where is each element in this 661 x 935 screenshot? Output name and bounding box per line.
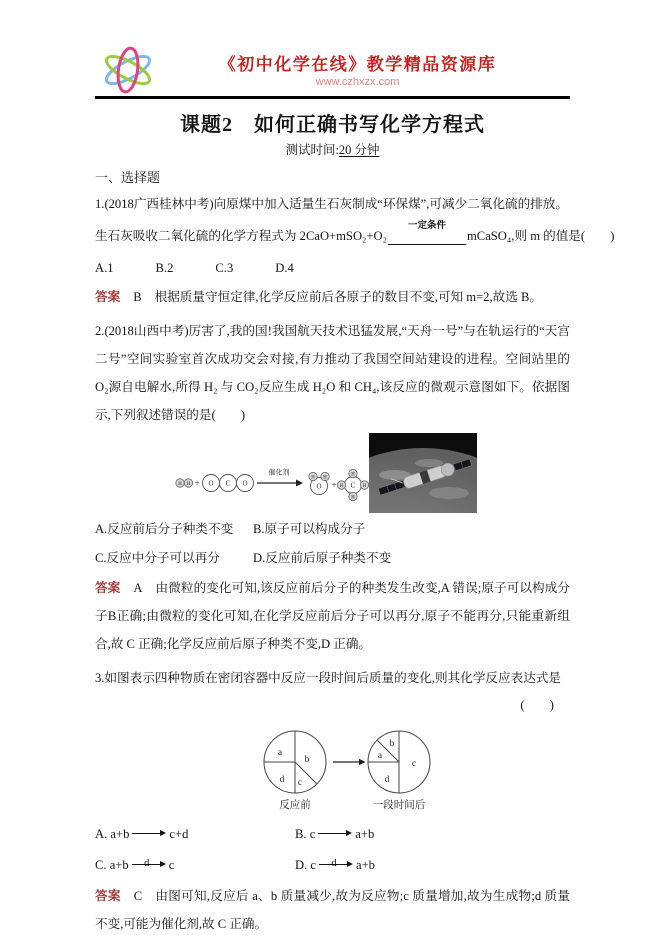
reaction-condition-arrow: [388, 223, 466, 245]
svg-text:O: O: [208, 479, 214, 488]
reaction-arrow-with-catalyst: [319, 855, 353, 871]
test-duration-label: 测试时间:: [285, 143, 339, 157]
catalyst-label: 催化剂: [268, 468, 290, 477]
question-1-equation-line: [95, 219, 615, 253]
svg-text:a: a: [377, 751, 383, 761]
svg-text:H: H: [351, 495, 355, 501]
equation-suffix: ,则 m 的值是( ): [511, 229, 615, 243]
option-d: D.反应前后原子种类不变: [253, 551, 392, 565]
pie-after-caption: 一段时间后: [372, 800, 426, 811]
pie-charts-diagram: [247, 724, 447, 812]
page-title: 课题2 如何正确书写化学方程式: [180, 114, 485, 136]
option-a: A.1: [95, 261, 114, 275]
svg-text:O: O: [242, 479, 248, 488]
svg-text:C: C: [350, 481, 356, 490]
answer-letter: C: [133, 889, 143, 903]
question-1-answer: [95, 283, 570, 311]
option-c: C. a+b d c: [95, 850, 295, 881]
option-d: D.4: [275, 261, 294, 275]
pie-before: [264, 731, 326, 793]
svg-text:d: d: [279, 775, 285, 785]
section-heading: 一、选择题: [95, 170, 161, 185]
svg-text:H: H: [323, 475, 327, 481]
catalyst-d-label: d: [331, 858, 337, 869]
question-3-answer: [95, 882, 570, 935]
catalyst-arrow: [257, 480, 303, 487]
question-2-options: [95, 515, 570, 573]
question-3-text: 3.如图表示四种物质在密闭容器中反应一段时间后质量的变化,则其化学反应表达式是: [95, 671, 561, 685]
pie-after: [368, 731, 430, 793]
letterhead-text: [165, 50, 570, 88]
option-c: C.反应中分子可以再分: [95, 551, 220, 565]
reaction-arrow-with-catalyst: [132, 855, 166, 871]
answer-label: 答案: [95, 290, 121, 304]
svg-text:a: a: [277, 748, 283, 758]
svg-text:H: H: [186, 481, 191, 487]
svg-text:H: H: [362, 483, 367, 489]
catalyst-d-label: d: [144, 858, 150, 869]
equation-rhs: mCaSO₄: [467, 229, 512, 243]
space-station-photo: [369, 433, 477, 513]
answer-letter: B: [133, 290, 142, 304]
site-title: 《初中化学在线》教学精品资源库: [218, 55, 497, 74]
equation-lhs: 2CaO+mSO₂+O₂: [299, 229, 388, 243]
svg-text:C: C: [225, 479, 231, 488]
svg-text:b: b: [389, 739, 395, 749]
option-d: D. c d a+b: [295, 850, 570, 881]
reaction-arrow: [318, 824, 352, 840]
molecular-diagram: [173, 453, 369, 509]
equation-prefix: 生石灰吸收二氧化硫的化学方程式为: [95, 229, 300, 243]
plus-sign: +: [194, 478, 200, 488]
time-arrow: [333, 759, 366, 765]
question-2-answer: [95, 574, 570, 658]
svg-text:b: b: [304, 755, 310, 765]
answer-explanation: 由微粒的变化可知,该反应前后分子的种类发生改变,A 错误;原子可以构成分子B正确;由微粒的变化可知,在化学反应前后分子可以再分,原子不能再分,只能重新组合,故 C 正确;化学反应前后原子种类不变,D 正确。: [95, 581, 570, 651]
option-a: A.反应前后分子种类不变: [95, 522, 234, 536]
plus-sign: +: [331, 480, 337, 490]
test-duration: [95, 140, 570, 158]
svg-text:O: O: [316, 482, 322, 491]
svg-text:H: H: [311, 475, 315, 481]
site-url: www.czhxzx.com: [315, 76, 400, 88]
svg-text:H: H: [351, 472, 355, 478]
test-duration-value: 20 分钟: [338, 143, 380, 157]
question-1-text: 1.(2018广西桂林中考)向原煤中加入适量生石灰制成“环保煤”,可减少二氧化硫的排放。: [95, 197, 568, 211]
option-b: B.2: [155, 261, 174, 275]
question-3-figure: [247, 724, 570, 817]
answer-explanation: 根据质量守恒定律,化学反应前后各原子的数目不变,可知 m=2,故选 B。: [154, 290, 542, 304]
question-2-figure: [173, 433, 570, 513]
svg-text:c: c: [411, 759, 417, 769]
svg-text:c: c: [297, 778, 303, 788]
option-c: C.3: [215, 261, 234, 275]
answer-label: 答案: [95, 581, 121, 595]
answer-explanation: 由图可知,反应后 a、b 质量减少,故为反应物;c 质量增加,故为生成物;d 质量不变,可能为催化剂,故 C 正确。: [95, 889, 571, 931]
site-header: [95, 43, 570, 95]
reaction-arrow: [132, 824, 166, 840]
header-rule: [95, 96, 570, 99]
condition-label: 一定条件: [408, 221, 447, 231]
option-b: B. c a+b: [295, 819, 570, 850]
question-3-bracket: ( ): [520, 698, 554, 712]
atom-logo-icon: [95, 43, 165, 95]
question-3-options: [95, 819, 570, 881]
svg-text:H: H: [339, 483, 344, 489]
pie-before-caption: 反应前: [279, 800, 311, 811]
svg-text:d: d: [384, 775, 390, 785]
answer-letter: A: [133, 581, 143, 595]
option-b: B.原子可以构成分子: [253, 522, 366, 536]
question-2-text: 2.(2018山西中考)厉害了,我的国!我国航天技术迅猛发展,“天舟一号”与在轨运行的“天宫二号”空间实验室首次成功交会对接,有力推动了我国空间站建设的进程。空间站里的O₂源自电解水,所得 H₂ 与 CO₂反应生成 H₂O 和 CH₄,该反应的微观示意图如下。依据图示,下列叙述错误的是( ): [95, 324, 570, 422]
answer-label: 答案: [95, 889, 121, 903]
svg-text:H: H: [178, 481, 182, 487]
question-1-options: [95, 254, 570, 282]
option-a: A. a+b c+d: [95, 819, 295, 850]
